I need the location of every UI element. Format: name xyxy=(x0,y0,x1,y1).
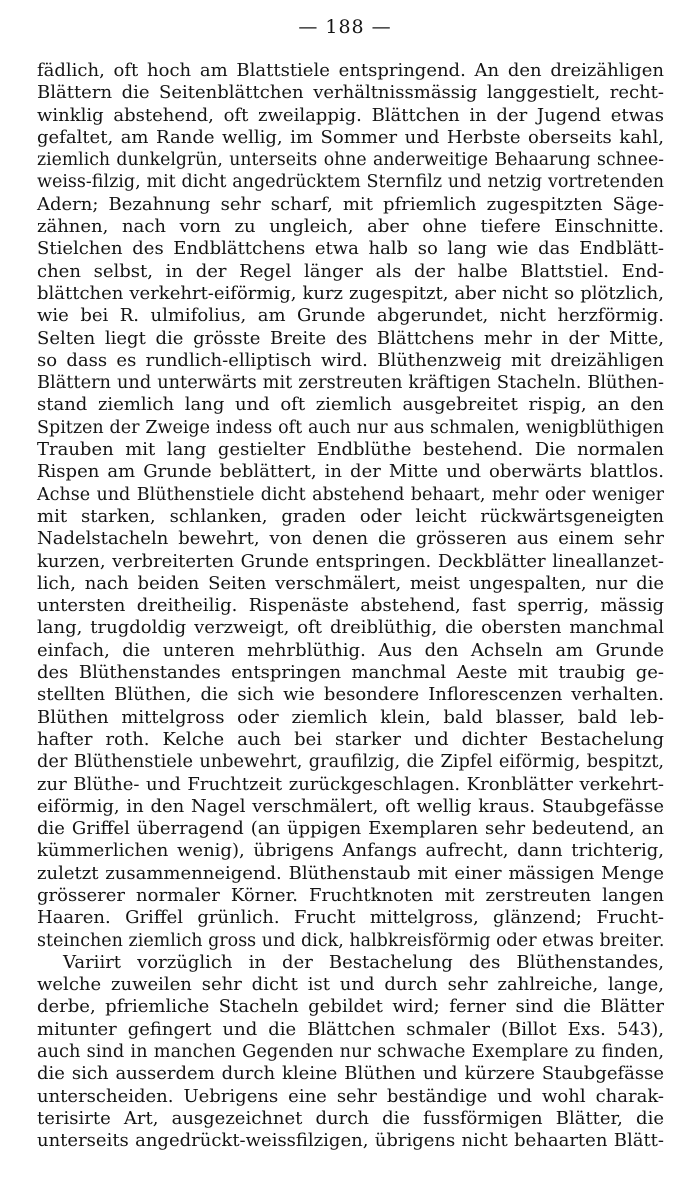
text-line: terisirte Art, ausgezeichnet durch die fussförmigen Blätter, die xyxy=(37,1107,664,1129)
text-line: unterseits angedrückt-weissfilzigen, übrigens nicht behaarten Blätt- xyxy=(37,1130,664,1152)
text-line: blättchen verkehrt-eiförmig, kurz zugespitzt, aber nicht so plötzlich, xyxy=(37,282,664,304)
text-line: Blüthen mittelgross oder ziemlich klein, bald blasser, bald leb- xyxy=(37,706,664,728)
page-body-text xyxy=(37,60,664,1153)
text-line: einfach, die unteren mehrblüthig. Aus den Achseln am Grunde xyxy=(37,639,664,661)
text-line: wie bei R. ulmifolius, am Grunde abgerundet, nicht herzförmig. xyxy=(37,305,664,327)
text-line: untersten dreitheilig. Rispenäste abstehend, fast sperrig, mässig xyxy=(37,595,664,617)
text-line: so dass es rundlich-elliptisch wird. Blüthenzweig mit dreizähligen xyxy=(37,349,664,371)
text-line: Blättern die Seitenblättchen verhältnissmässig langgestielt, recht- xyxy=(37,82,664,104)
text-line: gefaltet, am Rande wellig, im Sommer und Herbste oberseits kahl, xyxy=(37,126,664,148)
text-line: stellten Blüthen, die sich wie besondere Inflorescenzen verhalten. xyxy=(37,684,664,706)
text-line: Spitzen der Zweige indess oft auch nur aus schmalen, wenigblüthigen xyxy=(37,417,664,438)
text-line: mit starken, schlanken, graden oder leicht rückwärtsgeneigten xyxy=(37,505,664,527)
paragraph-start-line: Variirt vorzüglich in der Bestachelung des Blüthenstandes, xyxy=(63,951,664,973)
text-line: winklig abstehend, oft zweilappig. Blättchen in der Jugend etwas xyxy=(37,104,664,126)
text-line: des Blüthenstandes entspringen manchmal Aeste mit traubig ge- xyxy=(37,662,664,684)
text-line: lang, trugdoldig verzweigt, oft dreiblüthig, die obersten manchmal xyxy=(37,617,664,639)
text-line: welche zuweilen sehr dicht ist und durch sehr zahlreiche, lange, xyxy=(37,974,664,996)
text-line: Trauben mit lang gestielter Endblüthe bestehend. Die normalen xyxy=(37,439,664,461)
text-line: die sich ausserdem durch kleine Blüthen und kürzere Staubgefässe xyxy=(37,1063,664,1085)
text-line: stand ziemlich lang und oft ziemlich ausgebreitet rispig, an den xyxy=(37,394,664,416)
text-line: Selten liegt die grösste Breite des Blättchens mehr in der Mitte, xyxy=(37,327,664,349)
text-line: steinchen ziemlich gross und dick, halbkreisförmig oder etwas breiter. xyxy=(37,930,665,951)
text-line: Nadelstacheln bewehrt, von denen die grösseren aus einem sehr xyxy=(37,528,664,550)
text-line: kümmerlichen wenig), übrigens Anfangs aufrecht, dann trichterig, xyxy=(37,840,664,862)
text-line: zähnen, nach vorn zu ungleich, aber ohne tiefere Einschnitte. xyxy=(37,216,664,238)
text-line: Adern; Bezahnung sehr scharf, mit pfriemlich zugespitzten Säge- xyxy=(37,193,664,215)
text-line: ziemlich dunkelgrün, unterseits ohne anderweitige Behaarung schnee- xyxy=(37,150,664,171)
text-line: Stielchen des Endblättchens etwa halb so lang wie das Endblätt- xyxy=(37,238,664,260)
text-line: zuletzt zusammenneigend. Blüthenstaub mit einer mässigen Menge xyxy=(37,862,664,884)
text-line: grösserer normaler Körner. Fruchtknoten mit zerstreuten langen xyxy=(37,884,664,906)
text-line: kurzen, verbreiterten Grunde entspringen. Deckblätter lineallanzet- xyxy=(37,550,664,572)
text-line: Rispen am Grunde beblättert, in der Mitte und oberwärts blattlos. xyxy=(37,461,664,483)
text-line: der Blüthenstiele unbewehrt, graufilzig, die Zipfel eiförmig, bespitzt, xyxy=(37,752,664,773)
text-line: lich, nach beiden Seiten verschmälert, meist ungespalten, nur die xyxy=(37,572,664,594)
text-line: hafter roth. Kelche auch bei starker und dichter Bestachelung xyxy=(37,728,664,750)
text-line: auch sind in manchen Gegenden nur schwache Exemplare zu finden, xyxy=(37,1042,664,1063)
text-line: derbe, pfriemliche Stacheln gebildet wird; ferner sind die Blätter xyxy=(37,996,664,1018)
text-line: Achse und Blüthenstiele dicht abstehend behaart, mehr oder weniger xyxy=(37,484,664,505)
page-number-header: — 188 — xyxy=(298,16,392,38)
text-line: fädlich, oft hoch am Blattstiele entspringend. An den dreizähligen xyxy=(37,60,664,81)
text-line: mitunter gefingert und die Blättchen schmaler (Billot Exs. 543), xyxy=(37,1018,664,1040)
text-line: eiförmig, in den Nagel verschmälert, oft wellig kraus. Staubgefässe xyxy=(37,795,664,817)
text-line: weiss-filzig, mit dicht angedrücktem Sternfilz und netzig vortretenden xyxy=(37,172,664,193)
text-line: die Griffel überragend (an üppigen Exemplaren sehr bedeutend, an xyxy=(37,818,664,840)
text-line: unterscheiden. Uebrigens eine sehr beständige und wohl charak- xyxy=(37,1085,664,1107)
text-line: zur Blüthe- und Fruchtzeit zurückgeschlagen. Kronblätter verkehrt- xyxy=(37,773,664,795)
text-line: chen selbst, in der Regel länger als der halbe Blattstiel. End- xyxy=(37,260,664,282)
text-line: Haaren. Griffel grünlich. Frucht mittelgross, glänzend; Frucht- xyxy=(37,907,664,929)
text-line: Blättern und unterwärts mit zerstreuten kräftigen Stacheln. Blüthen- xyxy=(37,373,664,394)
